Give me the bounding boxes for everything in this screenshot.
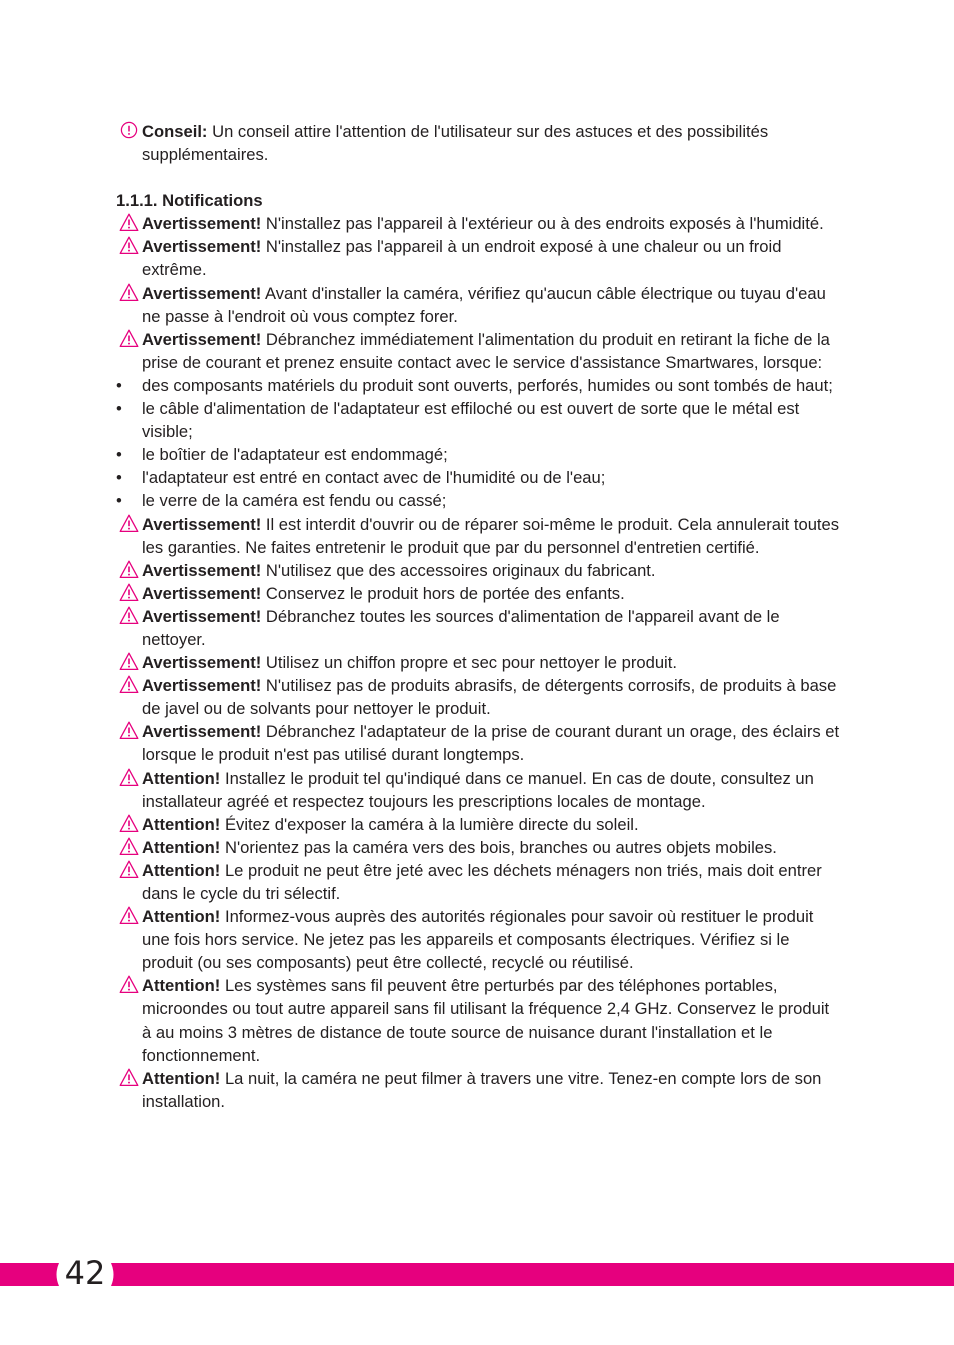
warning-triangle-icon xyxy=(119,652,139,671)
warning-label: Avertissement! xyxy=(142,606,262,626)
warning-label: Attention! xyxy=(142,814,221,834)
warning-text: Débranchez toutes les sources d'alimentation de l'appareil avant de le nettoyer. xyxy=(142,606,780,649)
warning-triangle-icon xyxy=(119,1068,139,1087)
warning-entry xyxy=(116,859,842,905)
warning-entry xyxy=(116,905,842,974)
list-item-text: le verre de la caméra est fendu ou cassé; xyxy=(142,491,447,511)
warning-triangle-icon xyxy=(119,560,139,579)
warning-text: Utilisez un chiffon propre et sec pour nettoyer le produit. xyxy=(261,653,677,673)
bullet-marker: • xyxy=(116,399,122,419)
list-item xyxy=(116,374,842,397)
list-item xyxy=(116,397,842,443)
warning-triangle-icon xyxy=(119,283,139,302)
warning-text: Conservez le produit hors de portée des enfants. xyxy=(261,583,625,603)
warnings-list-before xyxy=(116,212,842,374)
warning-label: Attention! xyxy=(142,860,221,880)
warning-triangle-icon xyxy=(119,860,139,879)
warning-entry xyxy=(116,836,842,859)
warning-text: Débranchez immédiatement l'alimentation du produit en retirant la fiche de la prise de courant et prenez ensuite contact avec le service d'assistance Smartwares, lorsque: xyxy=(142,329,830,372)
footer-bar-left xyxy=(0,1263,53,1286)
warning-triangle-icon xyxy=(119,514,139,533)
warning-entry xyxy=(116,813,842,836)
bullet-marker: • xyxy=(116,468,122,488)
warning-text: N'utilisez que des accessoires originaux du fabricant. xyxy=(261,560,656,580)
warning-text: Débranchez l'adaptateur de la prise de courant durant un orage, des éclairs et lorsque le produit n'est pas utilisé durant longtemps. xyxy=(142,722,840,765)
warning-entry xyxy=(116,559,842,582)
section-heading: 1.1.1. Notifications xyxy=(116,191,263,211)
warning-entry xyxy=(116,513,842,559)
warning-text: Installez le produit tel qu'indiqué dans ce manuel. En cas de doute, consultez un installateur agréé et respectez toujours les prescriptions locales de montage. xyxy=(142,768,814,811)
warning-triangle-icon xyxy=(119,675,139,694)
warning-label: Avertissement! xyxy=(142,583,262,603)
warning-text: Évitez d'exposer la caméra à la lumière directe du soleil. xyxy=(220,814,639,834)
warning-entry xyxy=(116,328,842,374)
warning-label: Avertissement! xyxy=(142,676,262,696)
list-item-text: le câble d'alimentation de l'adaptateur est effiloché ou est ouvert de sorte que le métal est visible; xyxy=(142,399,800,442)
warning-triangle-icon xyxy=(119,768,139,787)
warning-triangle-icon xyxy=(119,606,139,625)
warning-triangle-icon xyxy=(119,583,139,602)
list-item xyxy=(116,489,842,512)
bullet-list xyxy=(116,374,842,513)
page-number: 42 xyxy=(64,1254,106,1292)
warning-label: Avertissement! xyxy=(142,560,262,580)
warning-entry xyxy=(116,767,842,813)
warning-triangle-icon xyxy=(119,837,139,856)
bullet-marker: • xyxy=(116,445,122,465)
warning-entry xyxy=(116,282,842,328)
warning-text: N'installez pas l'appareil à un endroit exposé à une chaleur ou un froid extrême. xyxy=(142,237,782,280)
warning-triangle-icon xyxy=(119,213,139,232)
warning-label: Avertissement! xyxy=(142,214,262,234)
warning-label: Avertissement! xyxy=(142,283,262,303)
list-item-text: des composants matériels du produit sont ouverts, perforés, humides ou sont tombés de haut; xyxy=(142,375,833,395)
warning-entry xyxy=(116,1067,842,1113)
warning-text: Il est interdit d'ouvrir ou de réparer soi-même le produit. Cela annulerait toutes les garanties. Ne faites entretenir le produit que par du personnel d'entretien certifié. xyxy=(142,514,840,557)
page-content xyxy=(116,120,842,1113)
page-footer xyxy=(0,1254,954,1292)
warning-text: Le produit ne peut être jeté avec les déchets ménagers non triés, mais doit entrer dans le cycle du tri sélectif. xyxy=(142,860,822,903)
warning-triangle-icon xyxy=(119,236,139,255)
tip-note xyxy=(116,120,842,166)
exclamation-circle-icon xyxy=(119,121,139,140)
warning-entry xyxy=(116,582,842,605)
warning-entry xyxy=(116,605,842,651)
tip-label: Conseil: xyxy=(142,122,208,141)
list-item xyxy=(116,466,842,489)
warning-label: Attention! xyxy=(142,837,221,857)
warning-label: Avertissement! xyxy=(142,237,262,257)
warning-triangle-icon xyxy=(119,814,139,833)
warning-triangle-icon xyxy=(119,906,139,925)
warning-text: N'utilisez pas de produits abrasifs, de détergents corrosifs, de produits à base de javel ou de solvants pour nettoyer le produit. xyxy=(142,676,837,719)
warning-text: Les systèmes sans fil peuvent être perturbés par des téléphones portables, microondes ou tout autre appareil sans fil utilisant la fréquence 2,4 GHz. Conservez le produit à au moins 3 mètres de distance de toute source de nuisance durant l'installation et le fonctionnement. xyxy=(142,976,830,1065)
warning-entry xyxy=(116,212,842,235)
warnings-list-after xyxy=(116,513,842,1113)
warning-label: Attention! xyxy=(142,1068,221,1088)
warning-text: Avant d'installer la caméra, vérifiez qu'aucun câble électrique ou tuyau d'eau ne passe à l'endroit où vous comptez forer. xyxy=(142,283,826,326)
warning-entry xyxy=(116,674,842,720)
warning-triangle-icon xyxy=(119,721,139,740)
list-item-text: le boîtier de l'adaptateur est endommagé; xyxy=(142,445,448,465)
list-item xyxy=(116,443,842,466)
tip-text: Un conseil attire l'attention de l'utilisateur sur des astuces et des possibilités supplémentaires. xyxy=(142,122,769,165)
bullet-marker: • xyxy=(116,375,122,395)
warning-entry xyxy=(116,974,842,1066)
warning-label: Avertissement! xyxy=(142,722,262,742)
warning-label: Attention! xyxy=(142,976,221,996)
warning-text: N'installez pas l'appareil à l'extérieur ou à des endroits exposés à l'humidité. xyxy=(261,214,824,234)
warning-triangle-icon xyxy=(119,975,139,994)
warning-label: Avertissement! xyxy=(142,514,262,534)
warning-entry xyxy=(116,651,842,674)
footer-bar-right xyxy=(117,1263,954,1286)
bullet-marker: • xyxy=(116,491,122,511)
warning-entry xyxy=(116,720,842,766)
warning-text: La nuit, la caméra ne peut filmer à travers une vitre. Tenez-en compte lors de son installation. xyxy=(142,1068,822,1111)
warning-text: Informez-vous auprès des autorités régionales pour savoir où restituer le produit une fois hors service. Ne jetez pas les appareils et composants électriques. Vérifiez si le produit (ou ses composants) peut être collecté, recyclé ou réutilisé. xyxy=(142,907,814,973)
warning-label: Avertissement! xyxy=(142,329,262,349)
list-item-text: l'adaptateur est entré en contact avec de l'humidité ou de l'eau; xyxy=(142,468,606,488)
warning-label: Attention! xyxy=(142,768,221,788)
warning-label: Attention! xyxy=(142,907,221,927)
warning-label: Avertissement! xyxy=(142,653,262,673)
warning-text: N'orientez pas la caméra vers des bois, branches ou autres objets mobiles. xyxy=(220,837,777,857)
warning-triangle-icon xyxy=(119,329,139,348)
warning-entry xyxy=(116,235,842,281)
